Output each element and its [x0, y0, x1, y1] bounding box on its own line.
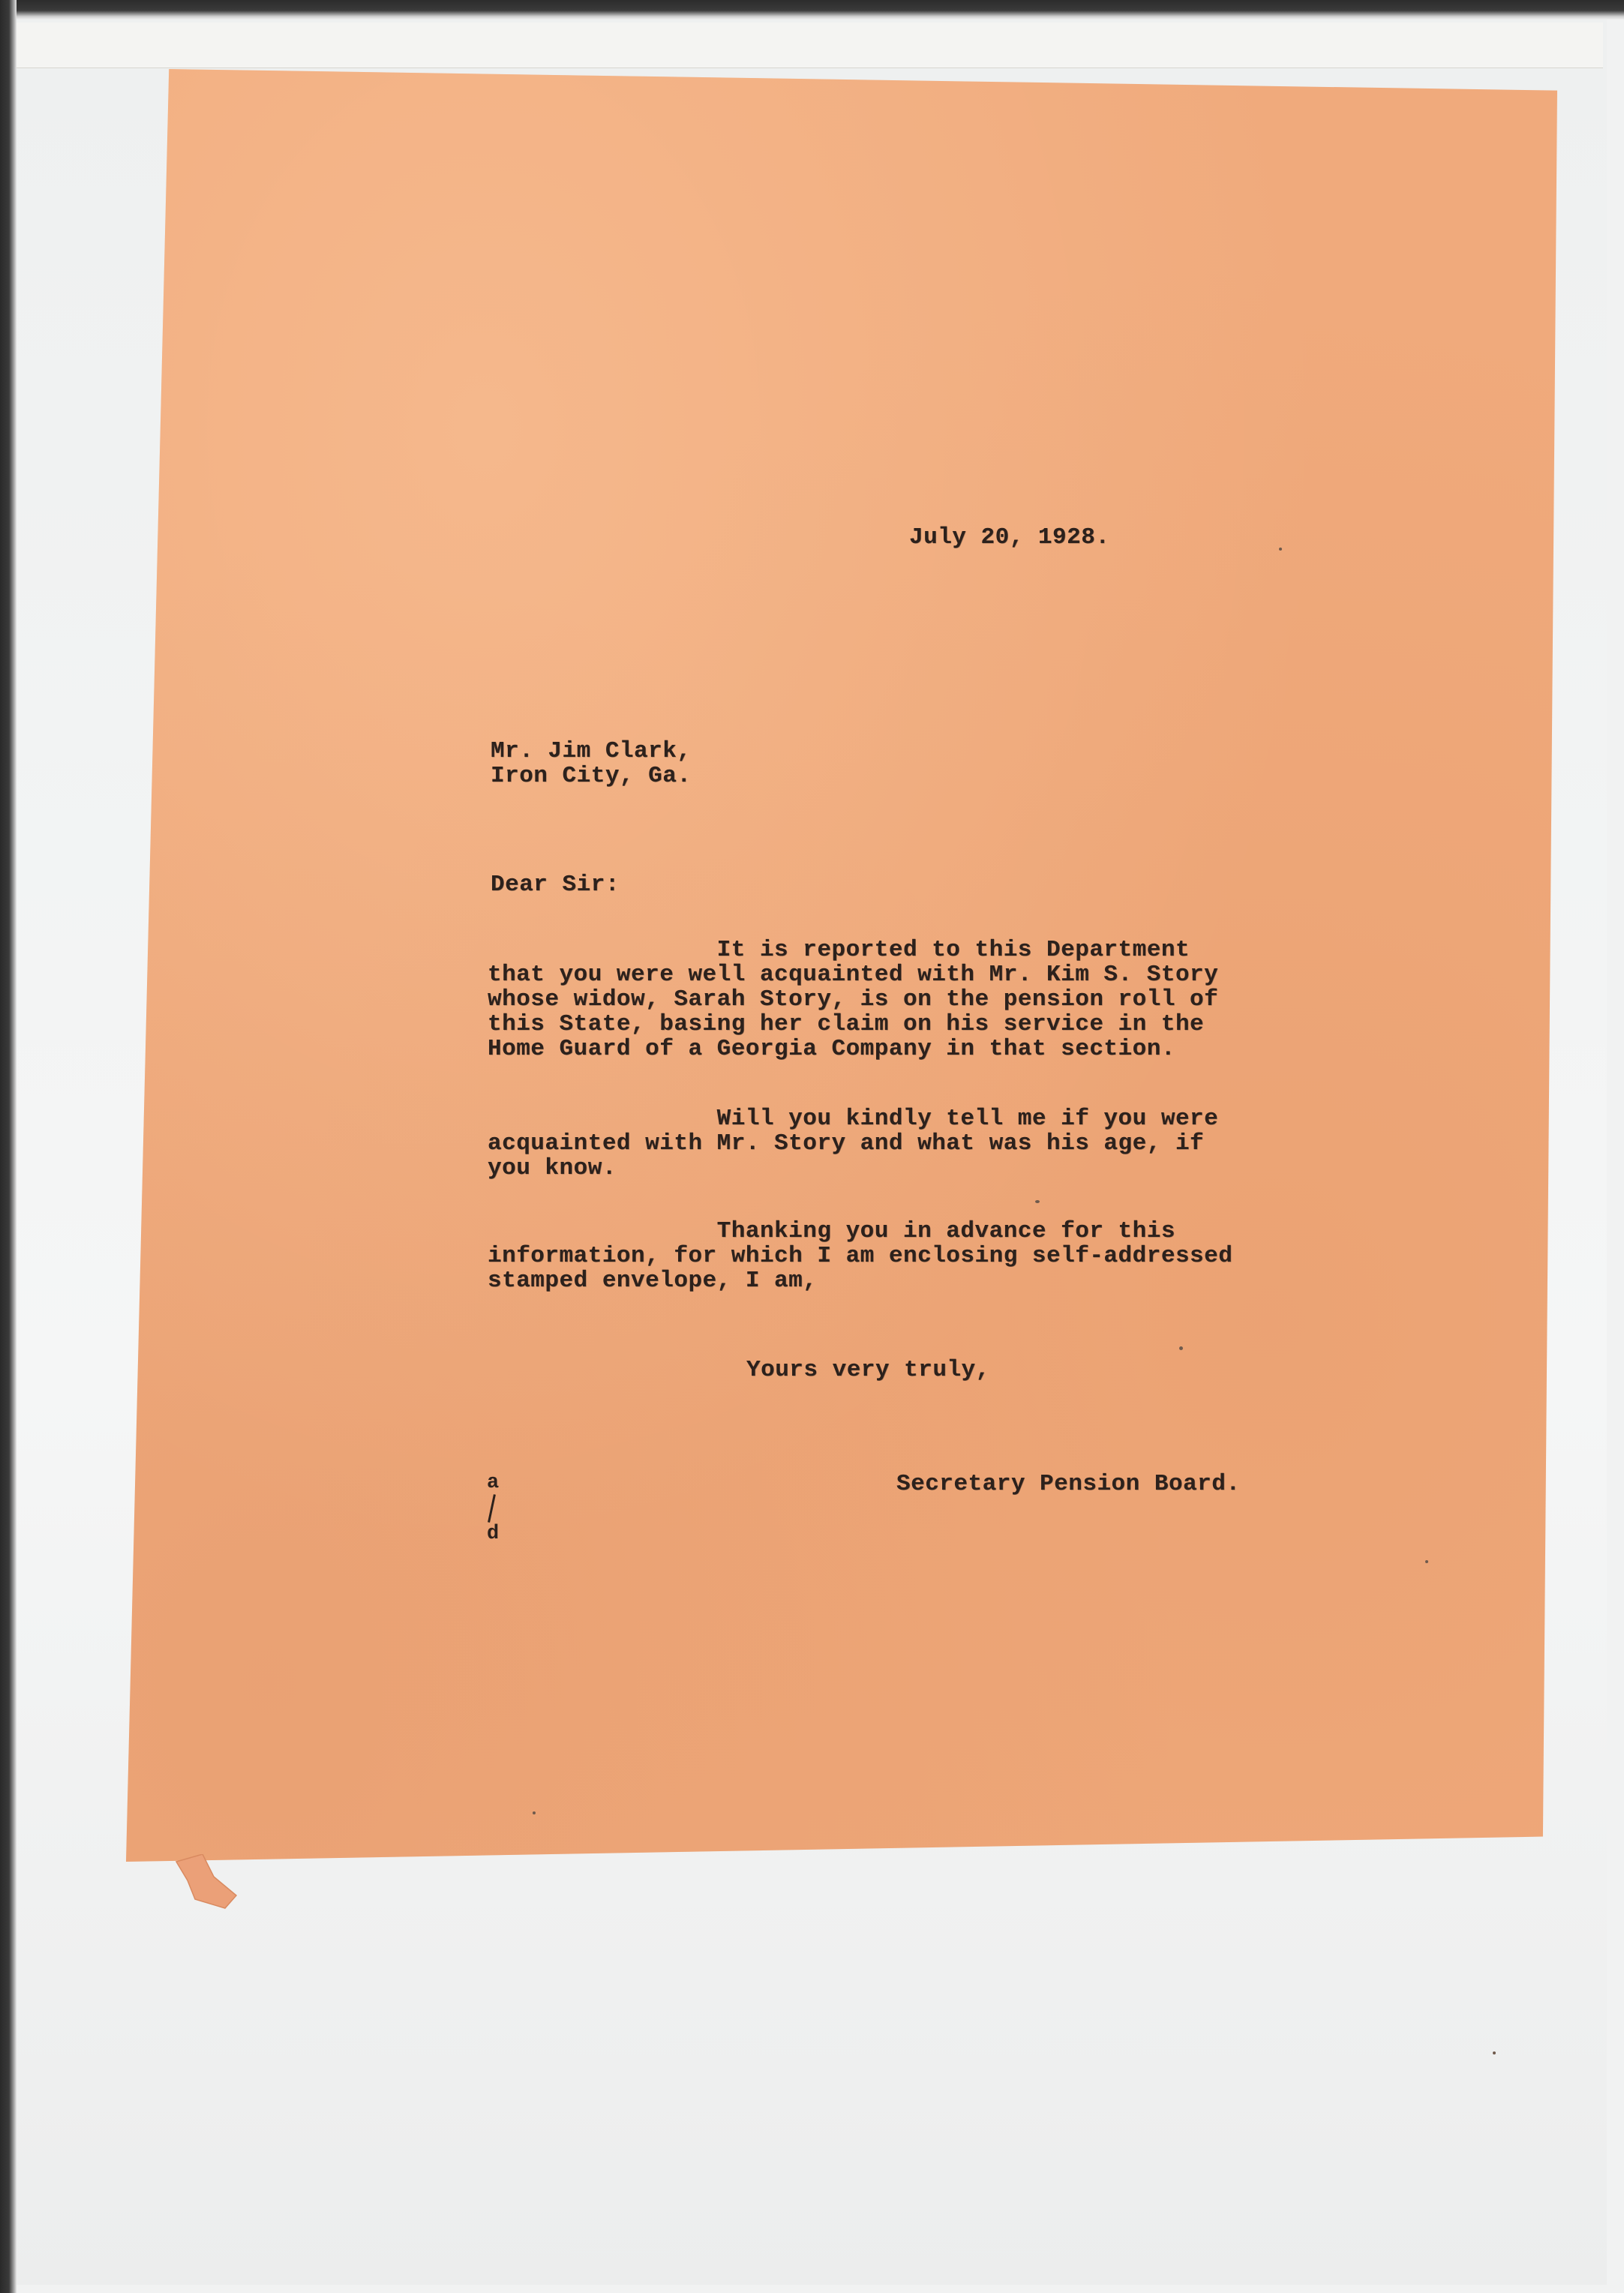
paper-speck — [1179, 1346, 1183, 1350]
scan-border-top — [0, 0, 1624, 20]
paper-speck — [1493, 2051, 1496, 2054]
salutation: Dear Sir: — [491, 872, 620, 898]
initials-top: a — [487, 1472, 500, 1494]
paragraph-line: this State, basing her claim on his service in the — [488, 1011, 1205, 1037]
paragraph-line: whose widow, Sarah Story, is on the pension roll of — [488, 986, 1219, 1013]
backing-strip — [17, 23, 1603, 68]
paragraph-line: It is reported to this Department — [488, 937, 1190, 963]
paragraph-1 — [488, 938, 1218, 1061]
signature-title: Secretary Pension Board. — [896, 1471, 1241, 1497]
initials-slash — [488, 1494, 496, 1523]
initials-bottom: d — [487, 1523, 500, 1545]
paragraph-line: you know. — [488, 1155, 617, 1181]
paragraph-line: Home Guard of a Georgia Company in that section. — [488, 1036, 1175, 1062]
addressee-block — [491, 739, 691, 788]
closing: Yours very truly, — [746, 1357, 990, 1383]
addressee-name: Mr. Jim Clark, — [491, 738, 692, 764]
paragraph-line: information, for which I am enclosing self-addressed — [488, 1243, 1233, 1269]
paper-speck — [1279, 548, 1282, 551]
paragraph-2 — [488, 1106, 1218, 1181]
addressee-location: Iron City, Ga. — [491, 763, 692, 789]
paragraph-line: acquainted with Mr. Story and what was his age, if — [488, 1130, 1205, 1157]
torn-corner — [173, 1854, 240, 1922]
letter-date: July 20, 1928. — [909, 524, 1110, 551]
typist-initials — [485, 1472, 503, 1554]
scan-border-left — [0, 0, 17, 2293]
paragraph-line: that you were well acquainted with Mr. Kim S. Story — [488, 962, 1219, 988]
paragraph-line: Thanking you in advance for this — [488, 1218, 1175, 1244]
paper-speck — [1425, 1560, 1428, 1563]
paragraph-line: Will you kindly tell me if you were — [488, 1106, 1219, 1132]
paragraph-line: stamped envelope, I am, — [488, 1268, 818, 1294]
paper-speck — [1035, 1200, 1040, 1203]
paragraph-3 — [488, 1219, 1232, 1293]
paper-speck — [533, 1811, 536, 1814]
